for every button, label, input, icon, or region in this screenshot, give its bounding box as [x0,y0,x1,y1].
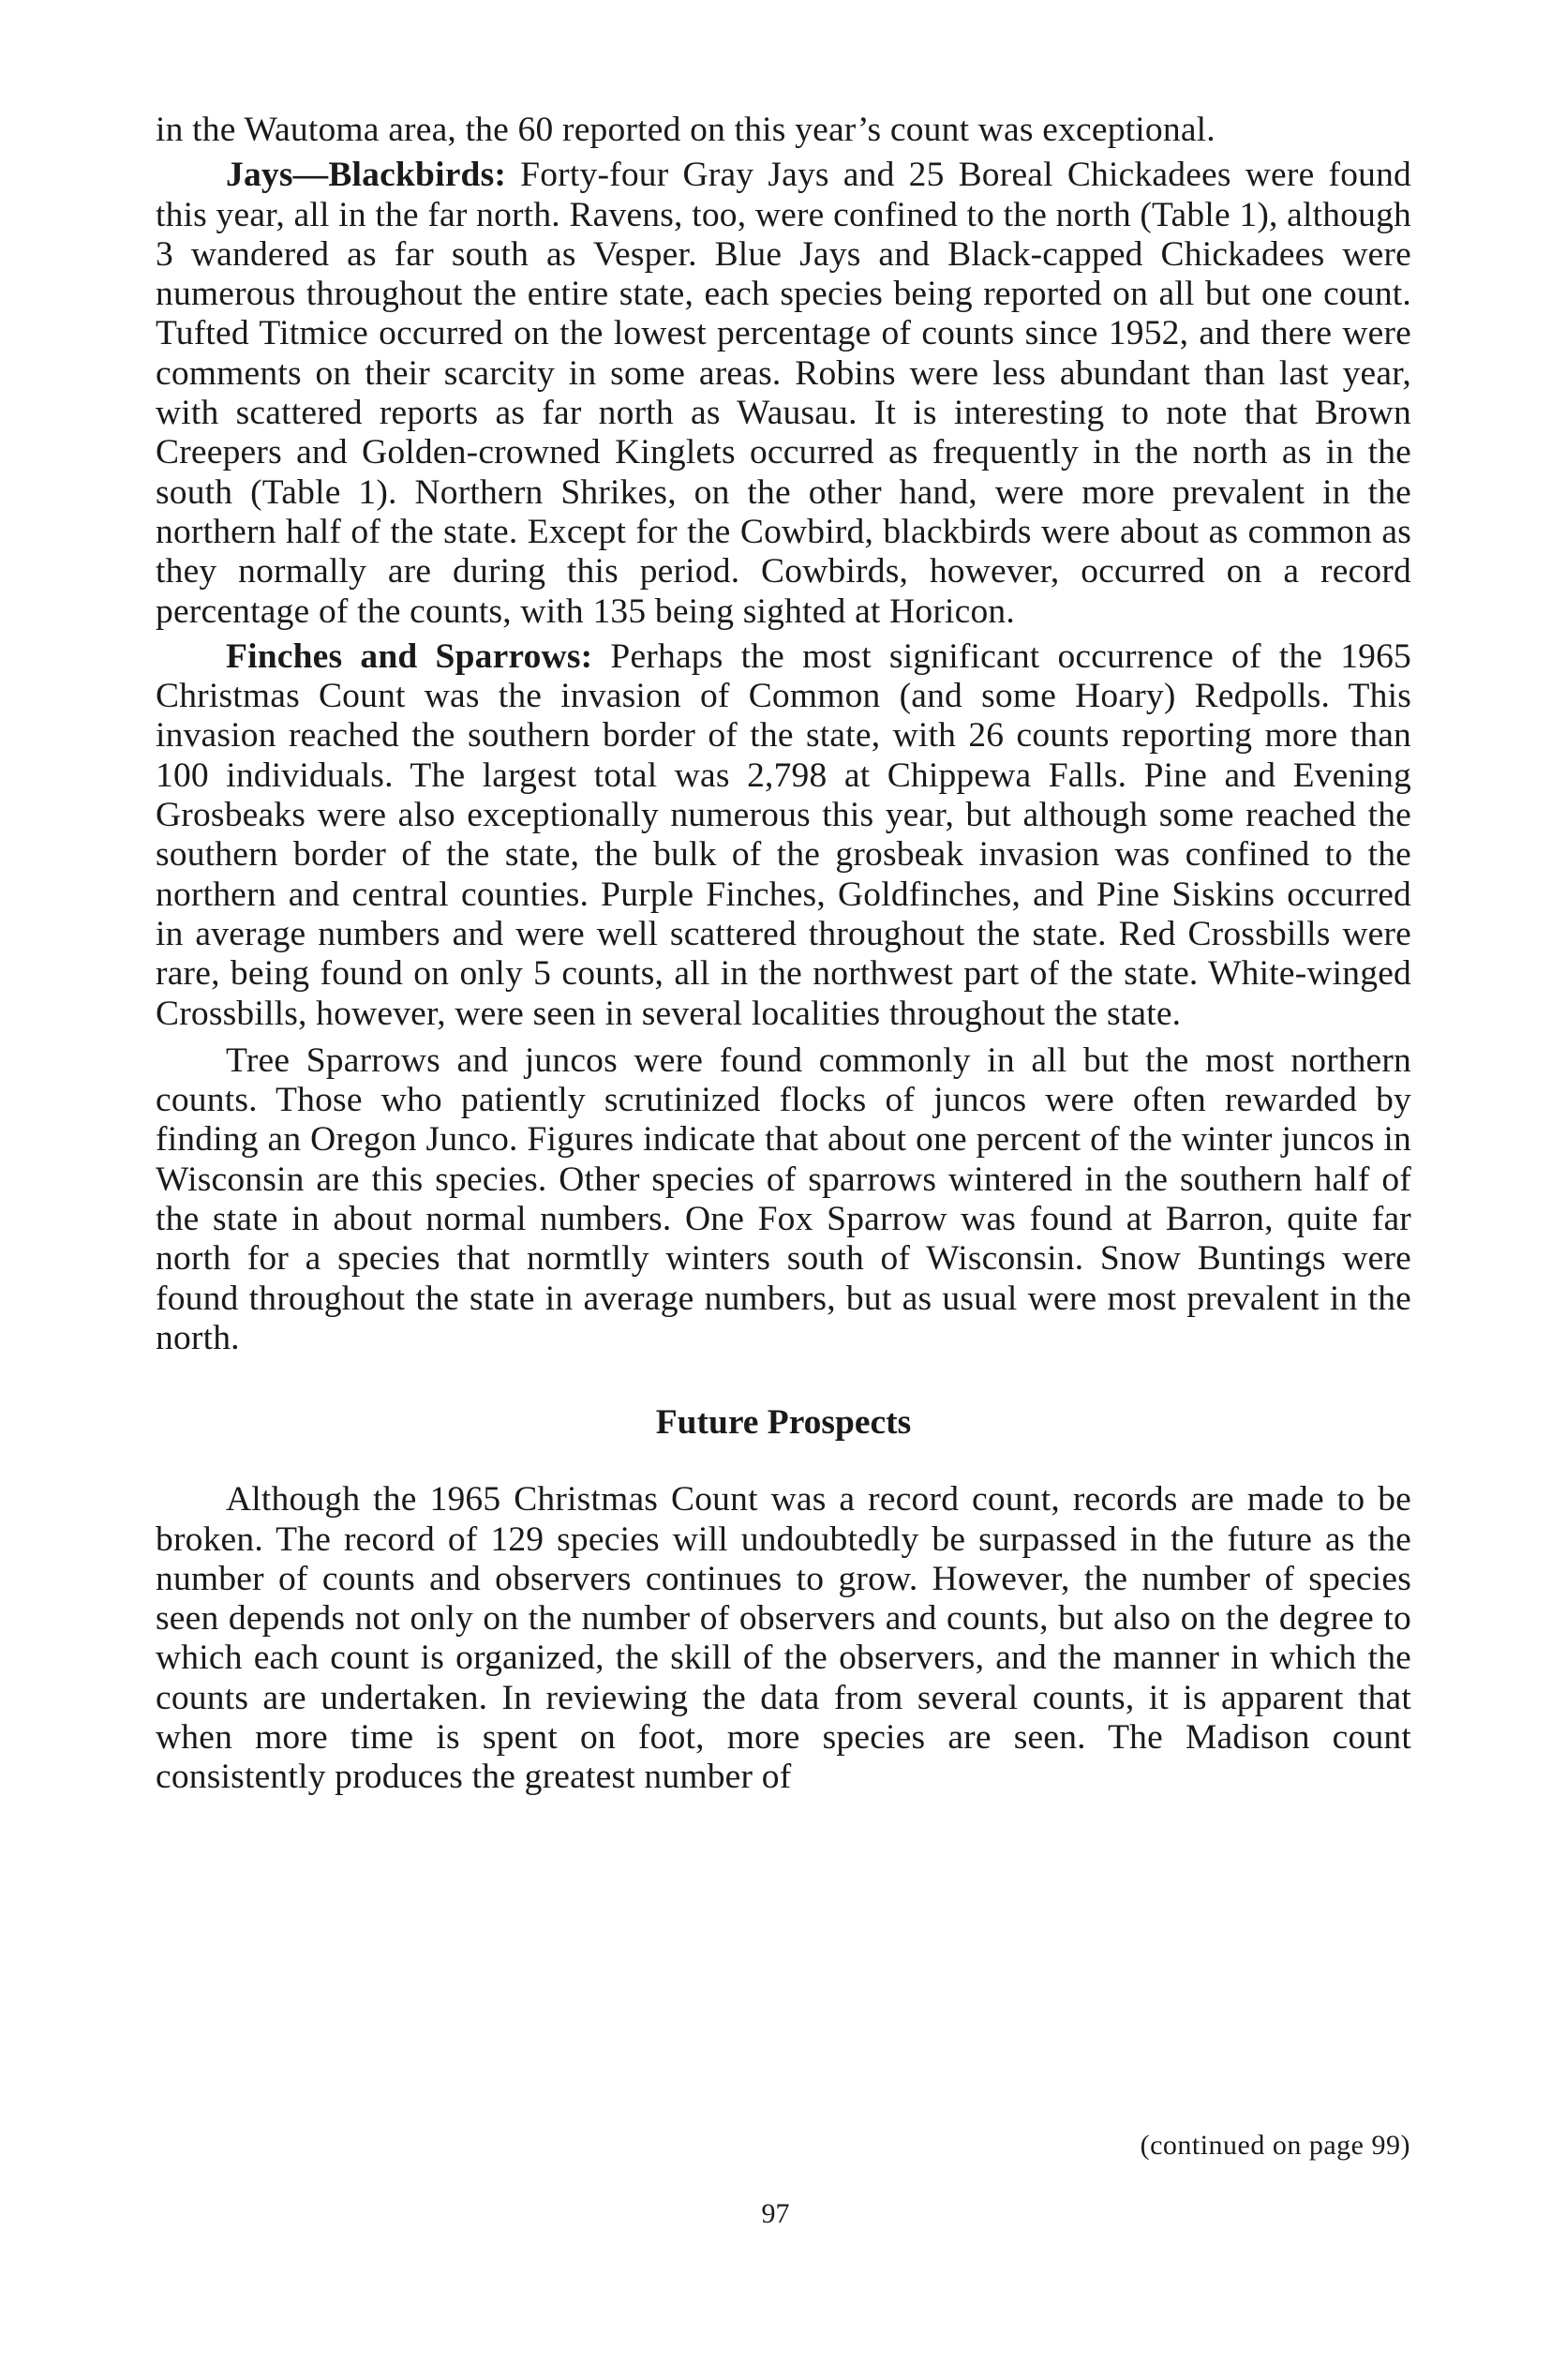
tree-sparrows-paragraph: Tree Sparrows and juncos were found commonly in all but the most northern counts. Those who patiently scrutinized flocks of juncos were often rewarded by finding an Oregon Junco. Figures indicate that about one percent of the winter juncos in Wisconsin are this species. Other species of sparrows wintered in the southern half of the state in about normal numbers. One Fox Sparrow was found at Barron, quite far north for a species that normtlly winters south of Wisconsin. Snow Buntings were found throughout the state in average numbers, but as usual were most prevalent in the north. [156,1040,1411,1357]
future-prospects-paragraph: Although the 1965 Christmas Count was a record count, records are made to be broken. The record of 129 species will undoubtedly be surpassed in the future as the number of counts and observers continues to grow. However, the number of species seen depends not only on the number of observers and counts, but also on the degree to which each count is organized, the skill of the observers, and the manner in which the counts are undertaken. In reviewing the data from several counts, it is apparent that when more time is spent on foot, more species are seen. The Madison count consistently produces the greatest number of [156,1480,1411,1797]
page-body [156,111,1411,1798]
section-heading: Future Prospects [655,1403,912,1443]
finches-sparrows-heading: Finches and Sparrows: [226,636,593,676]
jays-blackbirds-paragraph [156,156,1411,632]
page-number: 97 [761,2198,790,2229]
continued-note: (continued on page 99) [1140,2130,1410,2161]
intro-paragraph: in the Wautoma area, the 60 reported on this year’s count was exceptional. [156,111,1215,149]
jays-blackbirds-text: Forty-four Gray Jays and 25 Boreal Chickadees were found this year, all in the far north. Ravens, too, were confined to the north (Table 1), although 3 wandered as far south as Vesper. Blue Jays and Black-capped Chickadees were numerous throughout the entire state, each species being reported on all but one count. Tufted Titmice occurred on the lowest percentage of counts since 1952, and there were comments on their scarcity in some areas. Robins were less abundant than last year, with scattered reports as far north as Wausau. It is interesting to note that Brown Creepers and Golden-crowned Kinglets occurred as frequently in the north as in the south (Table 1). Northern Shrikes, on the other hand, were more prevalent in the northern half of the state. Except for the Cowbird, blackbirds were about as common as they normally are during this period. Cowbirds, however, occurred on a record percentage of the counts, with 135 being sighted at Horicon. [156,156,1411,631]
finches-sparrows-text: Perhaps the most significant occurrence of the 1965 Christmas Count was the invasion of Common (and some Hoary) Redpolls. This invasion reached the southern border of the state, with 26 counts reporting more than 100 individuals. The largest total was 2,798 at Chippewa Falls. Pine and Evening Grosbeaks were also exceptionally numerous this year, but although some reached the southern border of the state, the bulk of the grosbeak invasion was confined to the northern and central counties. Purple Finches, Goldfinches, and Pine Siskins occurred in average numbers and were well scattered throughout the state. Red Crossbills were rare, being found on only 5 counts, all in the northwest part of the state. White-winged Crossbills, however, were seen in several localities throughout the state. [156,636,1411,1033]
finches-sparrows-paragraph [156,637,1411,1034]
jays-blackbirds-heading: Jays—Blackbirds: [226,156,507,195]
